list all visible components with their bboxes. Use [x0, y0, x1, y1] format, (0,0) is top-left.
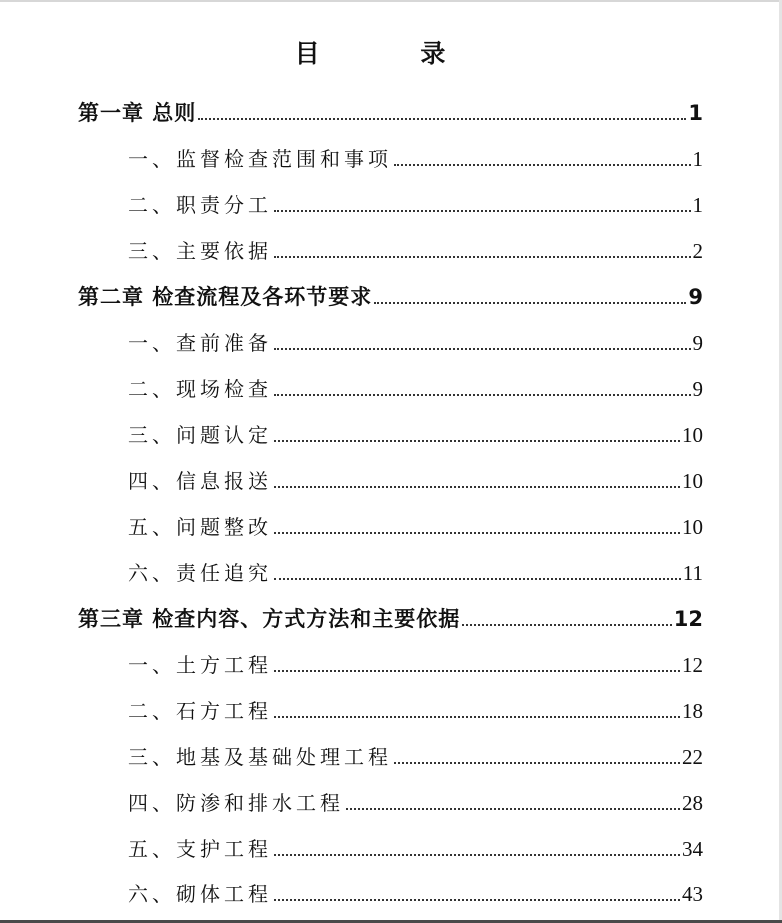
toc-dot-leader — [274, 394, 691, 396]
toc-entry-section-1-1[interactable] — [128, 143, 703, 173]
toc-entry-section-3-4[interactable] — [128, 787, 703, 817]
toc-dot-leader — [394, 762, 680, 764]
toc-entry-section-3-1[interactable] — [128, 649, 703, 679]
toc-entry-chapter-1[interactable] — [78, 97, 703, 127]
toc-page-number: 18 — [682, 699, 703, 723]
toc-entry-label: 五、问题整改 — [128, 515, 272, 539]
toc-dot-leader — [274, 532, 680, 534]
toc-entry-section-2-1[interactable] — [128, 327, 703, 357]
toc-entry-section-3-3[interactable] — [128, 741, 703, 771]
toc-dot-leader — [274, 210, 691, 212]
toc-entry-label: 第二章 检查流程及各环节要求 — [78, 285, 373, 309]
toc-entry-section-3-6[interactable] — [128, 878, 703, 908]
toc-dot-leader — [394, 164, 691, 166]
toc-page-number: 43 — [682, 882, 703, 906]
toc-dot-leader — [198, 118, 686, 120]
toc-dot-leader — [274, 670, 680, 672]
toc-entry-label: 一、土方工程 — [128, 653, 272, 677]
toc-entry-section-3-5[interactable] — [128, 833, 703, 863]
toc-entry-label: 二、石方工程 — [128, 699, 272, 723]
toc-dot-leader — [274, 256, 691, 258]
toc-page-number: 1 — [692, 147, 703, 171]
toc-page-number: 9 — [688, 285, 703, 309]
toc-dot-leader — [274, 348, 691, 350]
toc-page-number: 34 — [682, 837, 703, 861]
toc-entry-chapter-3[interactable] — [78, 603, 703, 633]
toc-entry-label: 二、职责分工 — [128, 193, 272, 217]
toc-entry-label: 一、查前准备 — [128, 331, 272, 355]
toc-page-number: 9 — [692, 377, 703, 401]
toc-page-number: 10 — [682, 469, 703, 493]
toc-page-number: 22 — [682, 745, 703, 769]
toc-entry-section-3-2[interactable] — [128, 695, 703, 725]
toc-entry-label: 四、防渗和排水工程 — [128, 791, 344, 815]
toc-dot-leader — [346, 808, 680, 810]
toc-entry-label: 三、问题认定 — [128, 423, 272, 447]
toc-dot-leader — [274, 578, 681, 580]
toc-dot-leader — [274, 486, 680, 488]
toc-entry-label: 二、现场检查 — [128, 377, 272, 401]
toc-entry-section-1-2[interactable] — [128, 189, 703, 219]
toc-page-number: 1 — [688, 101, 703, 125]
toc-page-number: 28 — [682, 791, 703, 815]
toc-page-number: 1 — [692, 193, 703, 217]
toc-page-number: 12 — [673, 607, 703, 631]
toc-entry-label: 五、支护工程 — [128, 837, 272, 861]
toc-page-number: 12 — [682, 653, 703, 677]
toc-entry-section-2-3[interactable] — [128, 419, 703, 449]
toc-entry-label: 六、责任追究 — [128, 561, 272, 585]
toc-entry-label: 第三章 检查内容、方式方法和主要依据 — [78, 607, 461, 631]
toc-dot-leader — [374, 302, 686, 304]
toc-page-number: 10 — [682, 423, 703, 447]
toc-entry-label: 四、信息报送 — [128, 469, 272, 493]
toc-entry-label: 三、地基及基础处理工程 — [128, 745, 392, 769]
toc-dot-leader — [274, 899, 680, 901]
toc-entry-section-2-4[interactable] — [128, 465, 703, 495]
toc-entry-section-2-5[interactable] — [128, 511, 703, 541]
toc-dot-leader — [274, 854, 680, 856]
toc-title: 目 录 — [294, 39, 492, 68]
page-frame-top — [0, 0, 782, 2]
toc-entry-label: 三、主要依据 — [128, 239, 272, 263]
toc-page-number: 11 — [682, 561, 703, 585]
toc-dot-leader — [274, 716, 680, 718]
toc-entry-chapter-2[interactable] — [78, 281, 703, 311]
toc-page-number: 2 — [692, 239, 703, 263]
toc-dot-leader — [274, 440, 680, 442]
toc-entry-label: 一、监督检查范围和事项 — [128, 147, 392, 171]
toc-page-number: 10 — [682, 515, 703, 539]
toc-dot-leader — [462, 624, 671, 626]
toc-entry-section-1-3[interactable] — [128, 235, 703, 265]
toc-entry-section-2-6[interactable] — [128, 557, 703, 587]
toc-entry-section-2-2[interactable] — [128, 373, 703, 403]
toc-page-number: 9 — [692, 331, 703, 355]
toc-entry-label: 六、砌体工程 — [128, 882, 272, 906]
toc-entry-label: 第一章 总则 — [78, 101, 197, 125]
